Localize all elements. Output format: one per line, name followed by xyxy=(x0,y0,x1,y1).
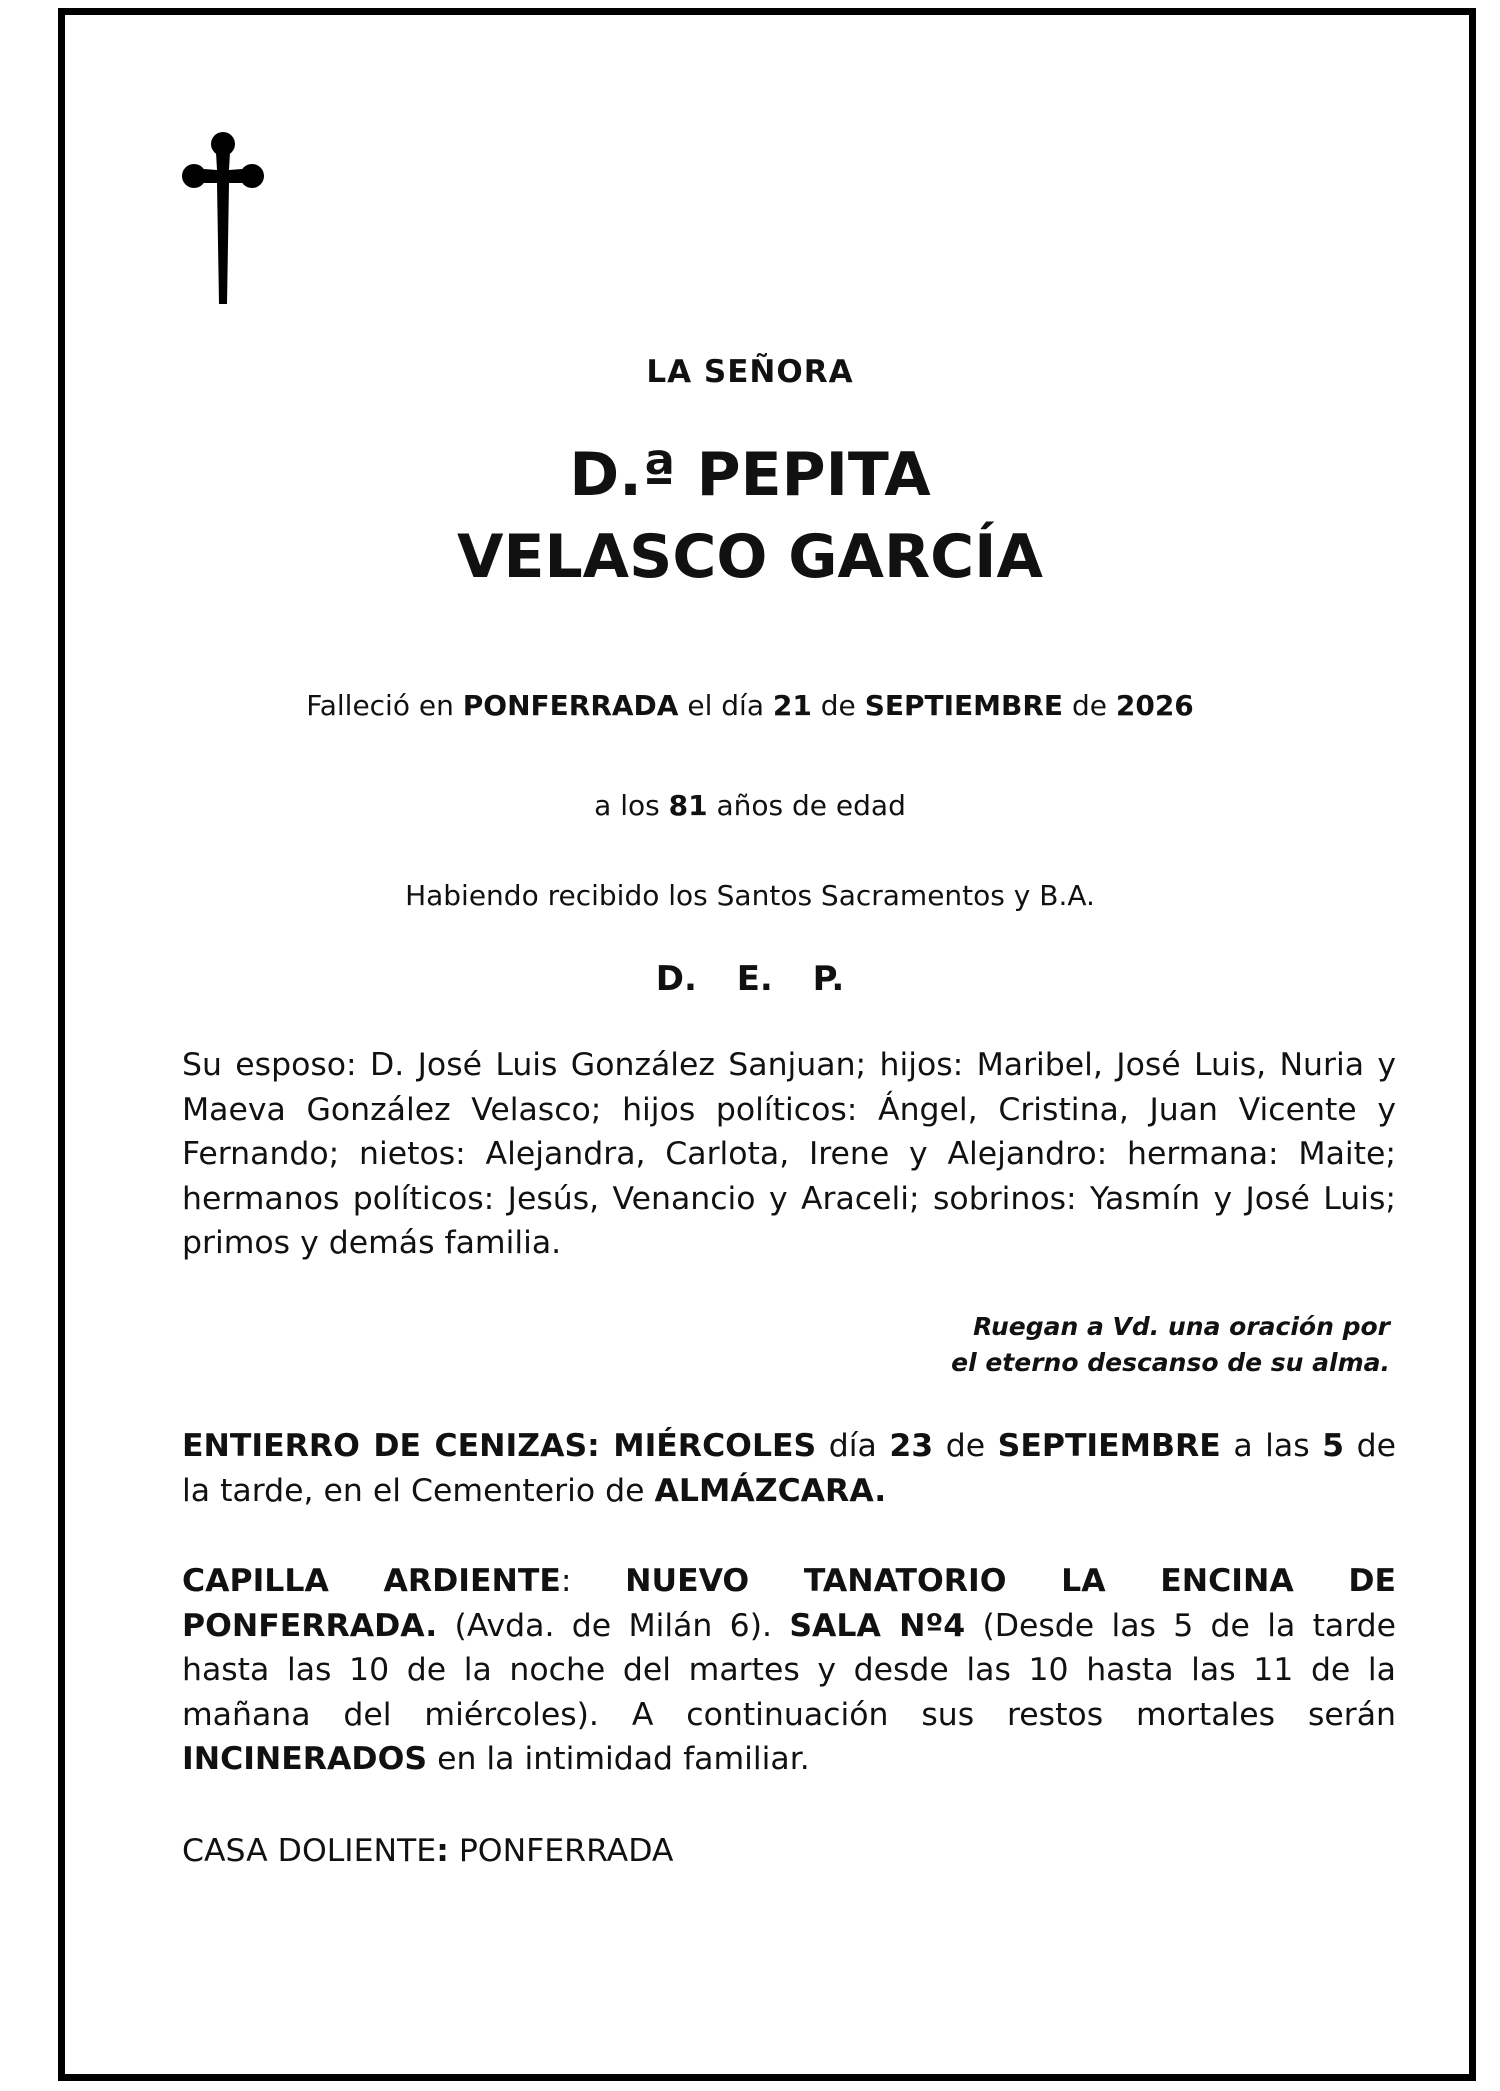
family-paragraph: Su esposo: D. José Luis González Sanjuan; hijos: Maribel, José Luis, Nuria y Maeva González Velasco; hijos políticos: Ángel, Cristina, Juan Vicente y Fernando; nietos: Alejandra, Carlota, Irene y Alejandro: hermana: Maite; hermanos políticos: Jesús, Venancio y Araceli; sobrinos: Yasmín y José Luis; primos y demás familia. xyxy=(182,1047,1396,1261)
notice-heading: LA SEÑORA xyxy=(646,354,854,390)
death-line: Falleció en PONFERRADA el día 21 de SEPTIEMBRE de 2026 xyxy=(306,689,1194,722)
prayer-line1: Ruegan a Vd. una oración por xyxy=(973,1312,1390,1341)
burial-paragraph: ENTIERRO DE CENIZAS: MIÉRCOLES día 23 de SEPTIEMBRE a las 5 de la tarde, en el Cementerio de ALMÁZCARA. xyxy=(182,1428,1396,1509)
deceased-name-line2: VELASCO GARCÍA xyxy=(457,522,1043,592)
cross-icon xyxy=(180,128,266,304)
house-line: CASA DOLIENTE: PONFERRADA xyxy=(182,1833,674,1869)
sacraments-line: Habiendo recibido los Santos Sacramentos y B.A. xyxy=(405,879,1095,912)
chapel-paragraph: CAPILLA ARDIENTE: NUEVO TANATORIO LA ENCINA DE PONFERRADA. (Avda. de Milán 6). SALA Nº4 (Desde las 5 de la tarde hasta las 10 de la noche del martes y desde las 10 hasta las 11 de la mañana del miércoles). A continuación sus restos mortales serán INCINERADOS en la intimidad familiar. xyxy=(182,1563,1396,1777)
prayer-text xyxy=(951,1309,1390,1381)
age-line: a los 81 años de edad xyxy=(594,789,906,822)
prayer-line2: el eterno descanso de su alma. xyxy=(951,1348,1390,1377)
rip-line: D. E. P. xyxy=(655,959,845,999)
deceased-name-line1: D.ª PEPITA xyxy=(569,440,931,510)
